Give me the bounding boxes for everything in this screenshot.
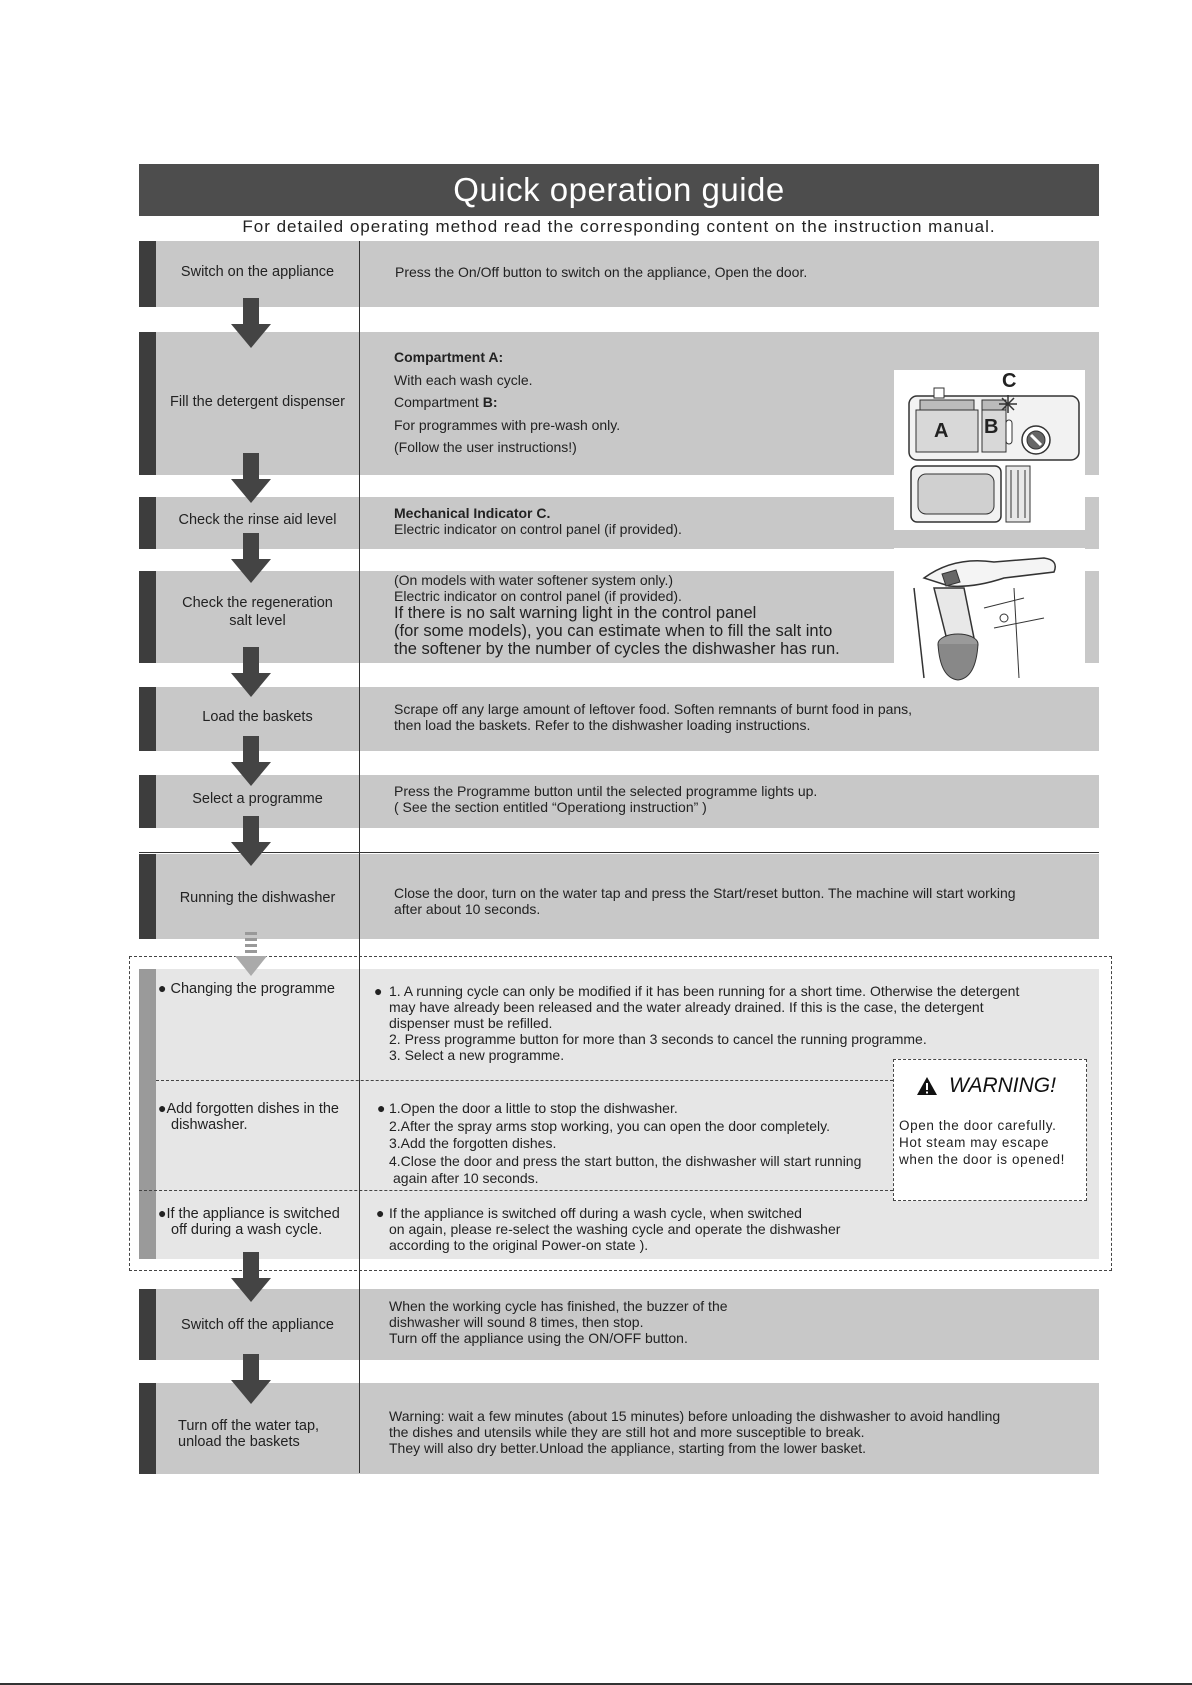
switch-off-line2: dishwasher will sound 8 times, then stop. (389, 1314, 644, 1330)
regen-line4: (for some models), you can estimate when to fill the salt into (394, 622, 833, 640)
arrow-down-icon (231, 533, 271, 583)
arrow-down-icon (231, 736, 271, 786)
forgotten-line5: again after 10 seconds. (393, 1170, 539, 1186)
forgotten-label-line1 (158, 1100, 358, 1117)
compartment-b-letter: B: (482, 394, 498, 410)
bullet-icon: ● (158, 1100, 167, 1116)
dispenser-drawing (894, 370, 1085, 530)
forgotten-line2: 2.After the spray arms stop working, you can open the door completely. (389, 1117, 830, 1134)
step-text-water-tap (389, 1408, 1000, 1456)
step-text-switched-off (389, 1205, 840, 1253)
switch-off-line3: Turn off the appliance using the ON/OFF button. (389, 1330, 688, 1346)
load-line2: then load the baskets. Refer to the dishwasher loading instructions. (394, 717, 811, 733)
regen-line2: Electric indicator on control panel (if provided). (394, 588, 682, 604)
divider (139, 852, 1099, 853)
warning-line1: Open the door carefully. (899, 1118, 1057, 1133)
step-label-changing (158, 980, 358, 997)
arrow-down-icon (231, 647, 271, 697)
changing-label: Changing the programme (170, 981, 335, 997)
forgotten-label-text1: Add forgotten dishes in the (166, 1101, 339, 1117)
bullet-icon: ● (377, 1100, 386, 1116)
dispenser-label-a: A (934, 420, 949, 442)
row-accent (139, 1289, 156, 1360)
switched-off-label-line2: off during a wash cycle. (171, 1222, 323, 1238)
column-divider (359, 241, 360, 1473)
switched-off-line2: on again, please re-select the washing cycle and operate the dishwasher (389, 1221, 841, 1237)
warning-line3: when the door is opened! (899, 1152, 1066, 1167)
switched-off-label-text1: If the appliance is switched (166, 1206, 340, 1222)
water-tap-label-line2: unload the baskets (178, 1434, 300, 1450)
running-line2: after about 10 seconds. (394, 901, 541, 917)
water-tap-line1: Warning: wait a few minutes (about 15 minutes) before unloading the dishwasher to avoid handling (389, 1408, 1001, 1424)
step-text-switch-on: Press the On/Off button to switch on the appliance, Open the door. (395, 264, 808, 280)
dispenser-label-c: C (1002, 370, 1017, 392)
forgotten-line4: 4.Close the door and press the start button, the dishwasher will start running (389, 1152, 862, 1169)
changing-line2: may have already been released and the water already drained. If this is the case, the detergent (389, 999, 984, 1015)
follow-instructions: (Follow the user instructions!) (394, 439, 577, 455)
bullet-icon: ● (376, 1205, 385, 1221)
row-accent (139, 775, 156, 828)
dashed-divider (139, 1190, 893, 1191)
running-line1: Close the door, turn on the water tap and press the Start/reset button. The machine will start working (394, 885, 1016, 901)
changing-line3: dispenser must be refilled. (389, 1015, 553, 1031)
load-line1: Scrape off any large amount of leftover food. Soften remnants of burnt food in pans, (394, 701, 913, 717)
dashed-divider (156, 1080, 893, 1081)
forgotten-label-line2: dishwasher. (171, 1117, 248, 1133)
step-text-forgotten (389, 1100, 861, 1188)
step-label-forgotten (158, 1100, 358, 1133)
step-text-fill-detergent (394, 346, 620, 459)
switch-off-line1: When the working cycle has finished, the buzzer of the (389, 1298, 728, 1314)
forgotten-line1: 1.Open the door a little to stop the dishwasher. (389, 1100, 678, 1116)
step-label-switch-on: Switch on the appliance (180, 264, 335, 280)
step-text-running (394, 885, 1016, 917)
bullet-icon: ● (374, 983, 383, 999)
changing-line1: 1. A running cycle can only be modified if it has been running for a short time. Otherwise the detergent (389, 983, 1020, 999)
step-text-select-programme (394, 783, 817, 815)
step-text-switch-off (389, 1298, 728, 1346)
page-title: Quick operation guide (139, 164, 1099, 216)
row-accent (139, 1383, 156, 1474)
arrow-down-dashed-icon (231, 932, 271, 978)
regen-label-line1: Check the regeneration (182, 595, 333, 611)
step-label-select-programme: Select a programme (192, 791, 323, 807)
mechanical-indicator: Mechanical Indicator C. (394, 505, 551, 521)
water-tap-label-line1: Turn off the water tap, (178, 1418, 320, 1434)
step-label-regen-salt (156, 594, 359, 630)
step-text-regen-salt (394, 572, 840, 658)
dispenser-illustration (894, 370, 1085, 530)
salt-drawing (894, 548, 1085, 686)
step-label-switch-off: Switch off the appliance (181, 1317, 334, 1333)
compartment-a-text: With each wash cycle. (394, 371, 533, 388)
regen-line5: the softener by the number of cycles the dishwasher has run. (394, 640, 840, 658)
regen-line3: If there is no salt warning light in the control panel (394, 604, 757, 622)
row-accent (139, 241, 156, 307)
compartment-b-text: For programmes with pre-wash only. (394, 416, 621, 433)
regen-line1: (On models with water softener system only.) (394, 572, 674, 588)
select-line2: ( See the section entitled “Operationg instruction” ) (394, 799, 707, 815)
row-accent (139, 687, 156, 751)
compartment-b-heading (394, 391, 620, 414)
step-label-rinse-aid: Check the rinse aid level (178, 512, 337, 528)
salt-illustration (894, 548, 1085, 686)
forgotten-line3: 3.Add the forgotten dishes. (389, 1135, 557, 1151)
arrow-down-icon (231, 1252, 271, 1302)
step-text-load-baskets (394, 701, 912, 733)
switched-off-line3: according to the original Power-on state ). (389, 1237, 649, 1253)
step-label-load-baskets: Load the baskets (202, 709, 313, 725)
electric-indicator: Electric indicator on control panel (if provided). (394, 521, 682, 537)
dispenser-label-b: B (984, 416, 999, 438)
arrow-down-icon (231, 1354, 271, 1404)
step-label-water-tap (178, 1418, 358, 1450)
compartment-a-heading: Compartment A: (394, 349, 504, 365)
switched-off-label-line1 (158, 1205, 358, 1222)
warning-text (899, 1117, 1084, 1168)
bullet-icon: ● (158, 980, 167, 996)
row-accent (139, 332, 156, 475)
step-text-rinse-aid (394, 505, 682, 537)
warning-line2: Hot steam may escape (899, 1135, 1050, 1150)
compartment-b-prefix: Compartment (394, 394, 483, 410)
row-accent (139, 571, 156, 663)
select-line1: Press the Programme button until the selected programme lights up. (394, 783, 818, 799)
warning-title: WARNING! (949, 1074, 1056, 1097)
arrow-down-icon (231, 816, 271, 866)
regen-label-line2: salt level (229, 613, 286, 629)
switched-off-line1: If the appliance is switched off during a wash cycle, when switched (389, 1205, 802, 1221)
warning-triangle-icon (916, 1076, 938, 1101)
changing-line5: 3. Select a new programme. (389, 1047, 565, 1063)
warning-box (893, 1059, 1087, 1201)
row-accent (139, 854, 156, 939)
water-tap-line2: the dishes and utensils while they are still hot and more susceptible to break. (389, 1424, 865, 1440)
bullet-icon: ● (158, 1205, 167, 1221)
step-text-changing (389, 983, 1019, 1063)
step-label-running: Running the dishwasher (179, 890, 336, 906)
water-tap-line3: They will also dry better.Unload the appliance, starting from the lower basket. (389, 1440, 867, 1456)
arrow-down-icon (231, 453, 271, 503)
page-subtitle: For detailed operating method read the corresponding content on the instruction manual. (242, 217, 996, 236)
arrow-down-icon (231, 298, 271, 348)
row-accent (139, 497, 156, 549)
step-label-fill-detergent: Fill the detergent dispenser (170, 394, 345, 410)
changing-line4: 2. Press programme button for more than 3 seconds to cancel the running programme. (389, 1031, 927, 1047)
step-label-switched-off (158, 1205, 358, 1238)
